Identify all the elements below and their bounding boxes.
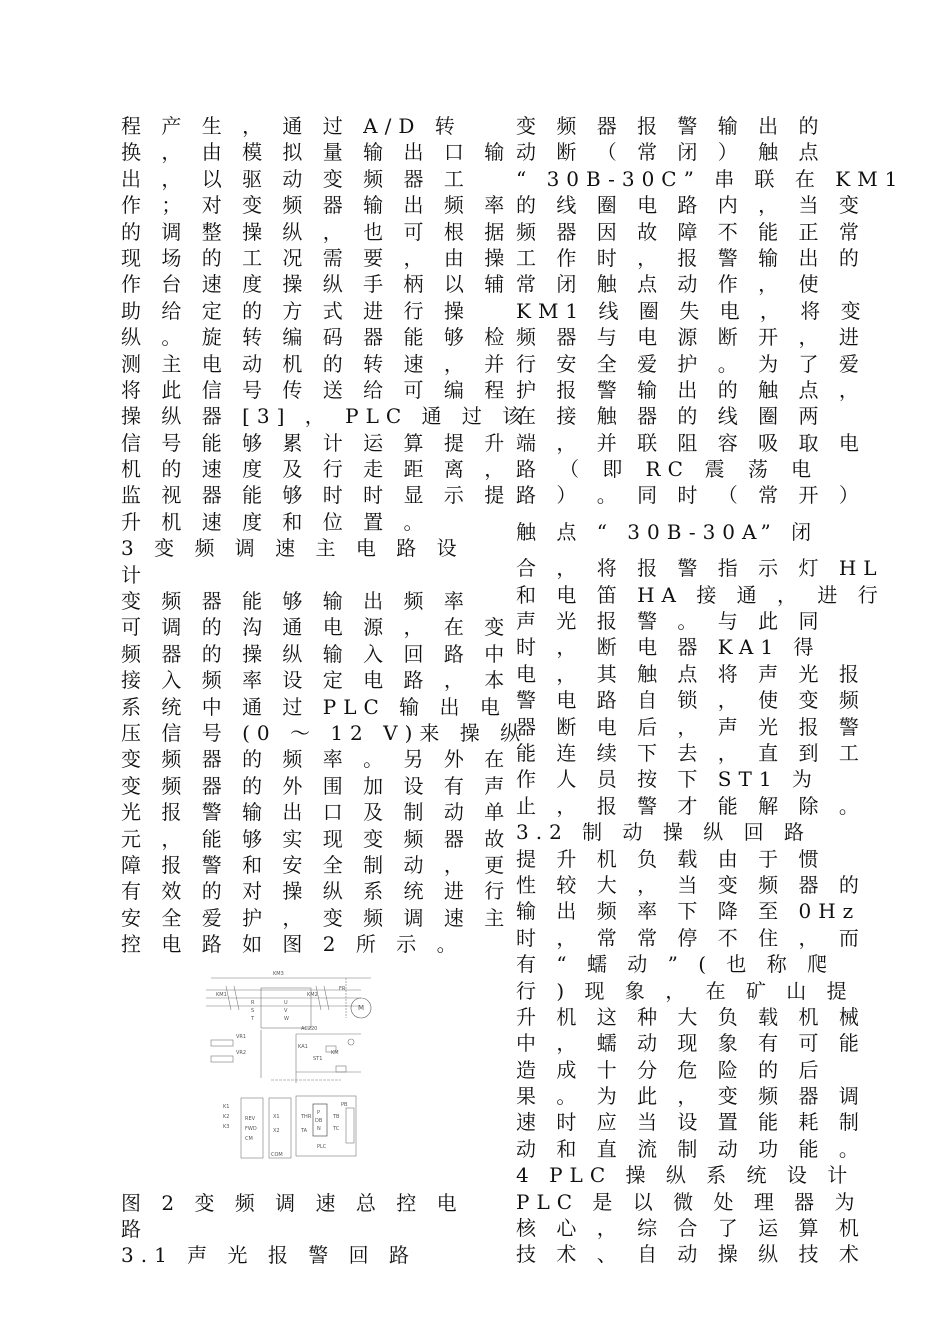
text-line: 可 调 的 沟 通 电 源 ， 在 变 (121, 615, 512, 640)
text-line: 中 ， 蠕 动 现 象 有 可 能 (516, 1031, 866, 1056)
section-3-2-heading: 3.2 制 动 操 纵 回 路 (516, 820, 811, 845)
text-line: 程 产 生 ， 通 过 A/D 转 (121, 114, 462, 138)
label-k3: K3 (223, 1123, 230, 1130)
right-column (516, 113, 905, 1268)
label-st1: ST1 (313, 1055, 323, 1062)
text-line: 输 出 频 率 下 降 至 0Hz (516, 899, 861, 924)
text-line: 变 频 器 能 够 输 出 频 率 (121, 589, 471, 614)
text-line: 动 和 直 流 制 动 功 能 。 (516, 1136, 866, 1161)
label-vr2: VR2 (236, 1049, 247, 1056)
text-line: 变 频 器 的 频 率 。 另 外 在 (121, 747, 512, 772)
label-fr: FR (339, 985, 346, 992)
label-plc: PLC (317, 1143, 327, 1150)
text-line: 能 连 续 下 去 ， 直 到 工 (516, 740, 866, 765)
label-km2: KM2 (307, 991, 318, 998)
label-km3: KM3 (273, 970, 284, 977)
label-ta: TA (301, 1127, 308, 1134)
text-line: 变 频 器 的 外 围 加 设 有 声 (121, 773, 512, 798)
label-u: U (284, 999, 288, 1006)
text-line: 频 器 因 故 障 不 能 正 常 (516, 219, 866, 244)
section-3-heading-cont: 计 (121, 562, 148, 587)
text-line: 光 报 警 输 出 口 及 制 动 单 (121, 800, 512, 825)
label-thr: THR (301, 1113, 312, 1120)
text-line: 现 场 的 工 况 需 要 ， 由 操 (121, 245, 512, 270)
label-k2: K2 (223, 1113, 230, 1120)
text-line: 性 较 大 ， 当 变 频 器 的 (516, 872, 866, 897)
text-line: 果 。 为 此 ， 变 频 器 调 (516, 1084, 866, 1109)
text-line: KM1 线 圈 失 电 ， 将 变 (516, 298, 868, 323)
text-line: 频 器 与 电 源 断 开 ， 进 (516, 325, 866, 350)
label-x2: X2 (273, 1127, 280, 1134)
text-line: 的 调 整 操 纵 ， 也 可 根 据 (121, 219, 512, 244)
text-line: 行 安 全 爱 护 。 为 了 爱 (516, 351, 866, 376)
text-line: 路 （ 即 RC 震 荡 电 (516, 457, 818, 482)
text-line: 常 闭 触 点 动 作 ， 使 (516, 272, 826, 297)
text-line: 行 ) 现 象 ， 在 矿 山 提 (516, 978, 854, 1003)
label-com: COM (271, 1151, 283, 1158)
label-km: KM (331, 1049, 339, 1056)
text-line: 器 断 电 后 ， 声 光 报 警 (516, 714, 866, 739)
text-line: 造 成 十 分 危 险 的 后 (516, 1057, 826, 1082)
text-line: 信 号 能 够 累 计 运 算 提 升 (121, 430, 512, 455)
label-motor: M (358, 1003, 365, 1012)
text-line: 声 光 报 警 。 与 此 同 (516, 609, 826, 634)
figure-2-circuit-diagram (121, 968, 455, 1178)
text-line: PLC 是 以 微 处 理 器 为 (516, 1189, 862, 1214)
text-line: 控 电 路 如 图 2 所 示 。 (121, 932, 464, 957)
text-line: 纵 。 旋 转 编 码 器 能 够 检 (121, 325, 512, 350)
text-line: 提 升 机 负 载 由 于 惯 (516, 846, 826, 871)
text-line: 升 机 这 种 大 负 载 机 械 (516, 1004, 866, 1029)
text-line: 作 ； 对 变 频 器 输 出 频 率 (121, 193, 512, 218)
text-line: 接 入 频 率 设 定 电 路 ， 本 (121, 668, 512, 693)
label-x1: X1 (273, 1113, 280, 1120)
text-line: 有 效 的 对 操 纵 系 统 进 行 (121, 879, 512, 904)
text-line: 触 点 “ 30B-30A” 闭 (516, 519, 819, 544)
text-line: 机 的 速 度 及 行 走 距 离 ， (121, 457, 512, 482)
label-w: W (284, 1015, 289, 1022)
text-line: 障 报 警 和 安 全 制 动 ， 更 (121, 852, 512, 877)
text-line: 路 ） 。 同 时 （ 常 开 ） (516, 483, 866, 508)
label-p: P (317, 1109, 321, 1116)
text-line: 出 ， 以 驱 动 变 频 器 工 (121, 166, 471, 191)
text-line: 有 “ 蠕 动 ” ( 也 称 爬 (516, 952, 835, 977)
text-line: 测 主 电 动 机 的 转 速 ， 并 (121, 351, 512, 376)
text-line: 速 时 应 当 设 置 能 耗 制 (516, 1110, 866, 1135)
left-column (121, 113, 530, 1269)
label-vr1: VR1 (236, 1033, 247, 1040)
label-pb: PB (341, 1101, 348, 1108)
text-line: 换 ， 由 模 拟 量 输 出 口 输 (121, 140, 512, 165)
text-line: 元 ， 能 够 实 现 变 频 器 故 (121, 826, 512, 851)
label-r: R (251, 999, 255, 1006)
label-s: S (251, 1007, 255, 1014)
label-ac220: AC220 (301, 1025, 318, 1032)
text-line: 时 ， 断 电 器 KA1 得 (516, 635, 821, 660)
section-4-heading: 4 PLC 操 纵 系 统 设 计 (516, 1163, 855, 1188)
text-line: 警 电 路 自 锁 ， 使 变 频 (516, 688, 866, 713)
label-db: DB (315, 1117, 323, 1124)
text-line: 技 术 、 自 动 操 纵 技 术 (516, 1242, 866, 1267)
label-n: N (317, 1125, 321, 1132)
section-3-1-heading: 3.1 声 光 报 警 回 路 (121, 1243, 416, 1268)
figure-caption-cont: 路 (121, 1216, 148, 1241)
text-line: 作 台 速 度 操 纵 手 柄 以 辅 (121, 272, 512, 297)
text-line: 安 全 爱 护 ， 变 频 调 速 主 (121, 905, 512, 930)
text-line: 电 ， 其 触 点 将 声 光 报 (516, 661, 866, 686)
text-line: 在 接 触 器 的 线 圈 两 (516, 404, 826, 429)
label-v: V (284, 1007, 288, 1014)
text-line: 作 人 员 按 下 ST1 为 (516, 767, 819, 792)
text-line: “ 30B-30C” 串 联 在 KM1 (516, 166, 905, 191)
text-line: 护 报 警 输 出 的 触 点 ， (516, 377, 866, 402)
text-line: 动 断 （ 常 闭 ） 触 点 (516, 140, 826, 165)
section-3-heading: 3 变 频 调 速 主 电 路 设 (121, 536, 464, 561)
label-k1: K1 (223, 1103, 230, 1110)
text-line: 的 线 圈 电 路 内 ， 当 变 (516, 193, 866, 218)
text-line: 核 心 ， 综 合 了 运 算 机 (516, 1216, 866, 1241)
text-line: 合 ， 将 报 警 指 示 灯 HL (516, 556, 884, 581)
text-line: 端 ， 并 联 阻 容 吸 取 电 (516, 430, 866, 455)
figure-caption: 图 2 变 频 调 速 总 控 电 (121, 1190, 464, 1215)
text-line: 和 电 笛 HA 接 通 ， 进 行 (516, 582, 885, 607)
text-line: 升 机 速 度 和 位 置 。 (121, 509, 431, 534)
text-line: 助 给 定 的 方 式 进 行 操 (121, 298, 471, 323)
label-rev: REV (245, 1115, 256, 1122)
label-cm: CM (245, 1135, 253, 1142)
text-line: 止 ， 报 警 才 能 解 除 。 (516, 793, 866, 818)
text-line: 工 作 时 ， 报 警 输 出 的 (516, 245, 866, 270)
text-line: 监 视 器 能 够 时 时 显 示 提 (121, 483, 512, 508)
label-tb: TB (333, 1113, 340, 1120)
text-line: 将 此 信 号 传 送 给 可 编 程 (121, 377, 512, 402)
text-line: 频 器 的 操 纵 输 入 回 路 中 (121, 641, 512, 666)
text-line: 变 频 器 报 警 输 出 的 (516, 114, 826, 138)
text-line: 时 ， 常 常 停 不 住 ， 而 (516, 925, 866, 950)
label-ka1: KA1 (298, 1043, 308, 1050)
label-km1: KM1 (216, 991, 227, 998)
label-fwd: FWD (245, 1125, 257, 1132)
text-line: 压 信 号 (0 ～ 12 V)来 操 纵 (121, 720, 528, 745)
text-line: 系 统 中 通 过 PLC 输 出 电 (121, 694, 507, 719)
label-t: T (251, 1015, 255, 1022)
label-tc: TC (333, 1125, 340, 1132)
text-line: 操 纵 器 [3] ， PLC 通 过 该 (121, 404, 530, 429)
circuit-diagram-svg (201, 968, 381, 1173)
